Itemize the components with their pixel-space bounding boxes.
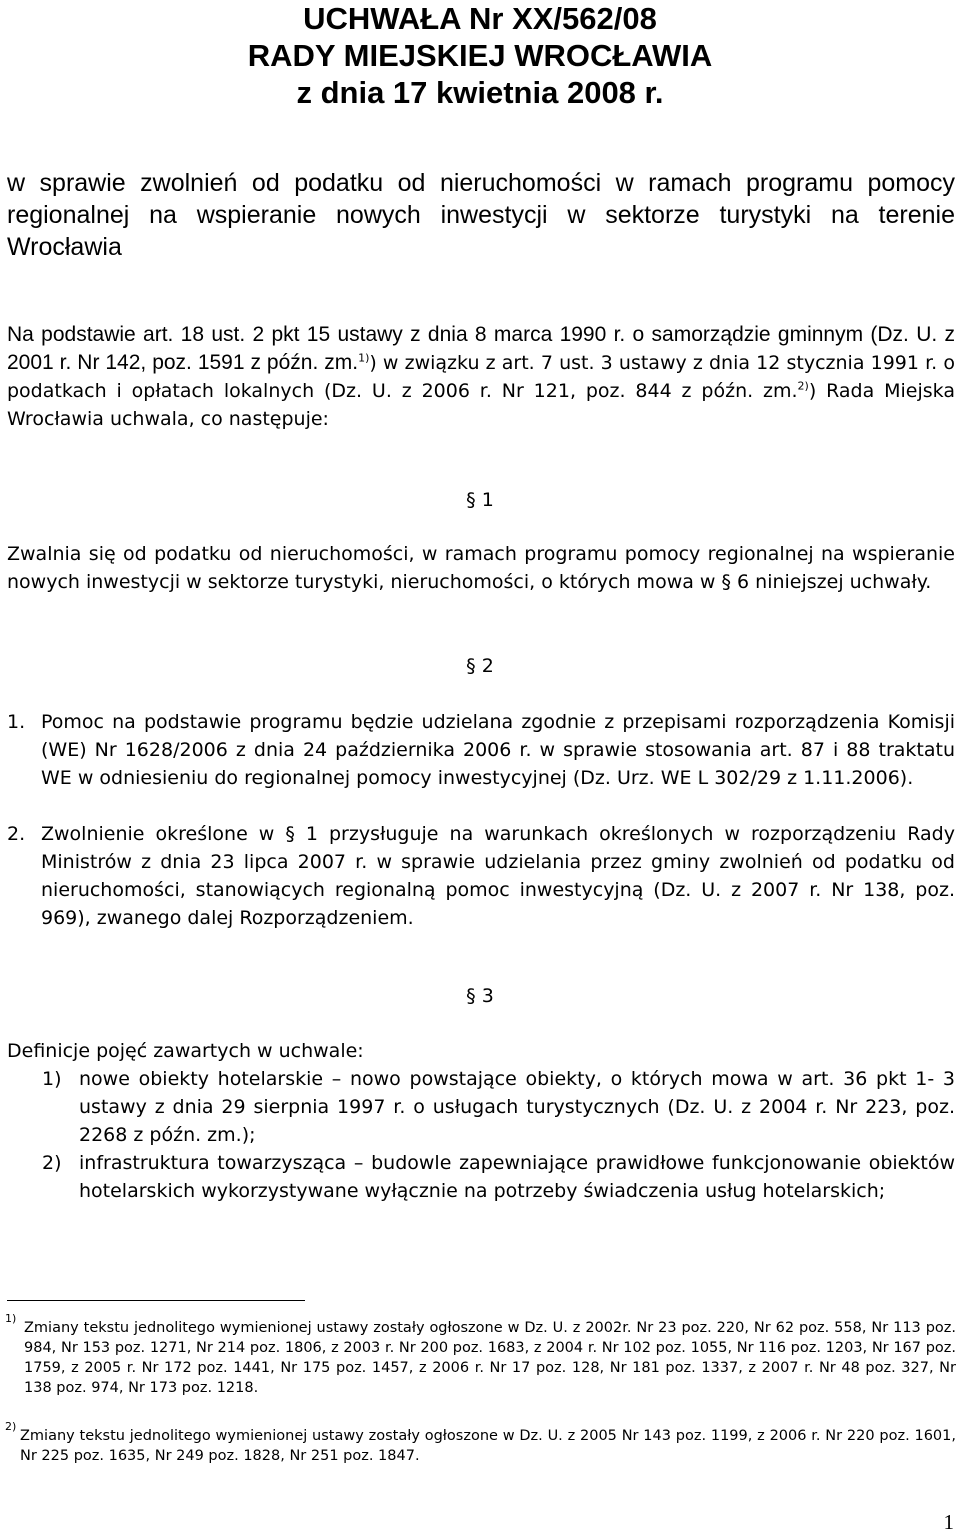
preamble-part-3: ) Rada Miejska Wrocławia uchwala, co następuje: (7, 380, 955, 430)
preamble-part-1: Na podstawie art. 18 ust. 2 pkt 15 ustawy z dnia 8 marca 1990 r. o samorządzie gminnym (Dz. U. z 2001 r. Nr 142, poz. 1591 z późn. zm. (7, 323, 955, 374)
item-number: 2) (42, 1152, 62, 1174)
footnote-2-mark: 2) (5, 1420, 17, 1433)
section-3-intro: Definicje pojęć zawartych w uchwale: (7, 1040, 364, 1062)
section-3-heading: § 3 (466, 985, 494, 1007)
title-line-1: UCHWAŁA Nr XX/562/08 (303, 1, 657, 36)
subject: w sprawie zwolnień od podatku od nieruchomości w ramach programu pomocy regionalnej na wspieranie nowych inwestycji w sektorze turystyki na terenie Wrocławia (7, 169, 955, 261)
footnote-1-mark: 1) (5, 1312, 17, 1325)
item-number: 2. (7, 823, 26, 845)
title-line-2: RADY MIEJSKIEJ WROCŁAWIA (247, 38, 713, 73)
footnote-2-text: Zmiany tekstu jednolitego wymienionej ustawy zostały ogłoszone w Dz. U. z 2005 Nr 143 poz. 1199, z 2006 r. Nr 220 poz. 1601, Nr 225 poz. 1635, Nr 249 poz. 1828, Nr 251 poz. 1847. (20, 1428, 956, 1464)
title-line-3: z dnia 17 kwietnia 2008 r. (296, 75, 664, 110)
item-number: 1) (42, 1068, 62, 1090)
preamble-part-2: ) w związku z art. 7 ust. 3 ustawy z dnia 12 stycznia 1991 r. o podatkach i opłatach lokalnych (Dz. U. z 2006 r. Nr 121, poz. 844 z późn. zm. (7, 352, 955, 402)
section-1-text: Zwalnia się od podatku od nieruchomości, w ramach programu pomocy regionalnej na wspieranie nowych inwestycji w sektorze turystyki, nieruchomości, o których mowa w § 6 niniejszej uchwały. (7, 543, 955, 593)
footnote-separator (7, 1300, 305, 1301)
footnote-1-text: Zmiany tekstu jednolitego wymienionej ustawy zostały ogłoszone w Dz. U. z 2002r. Nr 23 poz. 220, Nr 62 poz. 558, Nr 113 poz. 984, Nr 153 poz. 1271, Nr 214 poz. 1806, z 2003 r. Nr 200 poz. 1683, z 2004 r. Nr 102 poz. 1055, Nr 116 poz. 1203, Nr 167 poz. 1759, z 2005 r. Nr 172 poz. 1441, Nr 175 poz. 1457, z 2006 r. Nr 17 poz. 128, Nr 181 poz. 1337, z 2007 r. Nr 48 poz. 327, Nr 138 poz. 974, Nr 173 poz. 1218. (24, 1320, 956, 1396)
item-text: infrastruktura towarzysząca – budowle zapewniające prawidłowe funkcjonowanie obiektów hotelarskich wykorzystywane wyłącznie na potrzeby świadczenia usług hotelarskich; (79, 1152, 955, 1202)
item-number: 1. (7, 711, 26, 733)
page-number: 1 (943, 1510, 954, 1534)
preamble (7, 321, 955, 433)
footnote-ref-2: 2) (797, 379, 809, 393)
item-text: nowe obiekty hotelarskie – nowo powstające obiekty, o których mowa w art. 36 pkt 1- 3 ustawy z dnia 29 sierpnia 1997 r. o usługach turystycznych (Dz. U. z 2004 r. Nr 223, poz. 2268 z późn. zm.); (79, 1068, 955, 1146)
item-text: Zwolnienie określone w § 1 przysługuje na warunkach określonych w rozporządzeniu Rady Ministrów z dnia 23 lipca 2007 r. w sprawie udzielania przez gminy zwolnień od podatku od nieruchomości, stanowiących regionalną pomoc inwestycyjną (Dz. U. z 2007 r. Nr 138, poz. 969), zwanego dalej Rozporządzeniem. (41, 823, 955, 929)
section-1-heading: § 1 (466, 489, 494, 511)
document-title (0, 0, 960, 111)
item-text: Pomoc na podstawie programu będzie udzielana zgodnie z przepisami rozporządzenia Komisji (WE) Nr 1628/2006 z dnia 24 października 2006 r. w sprawie stosowania art. 87 i 88 traktatu WE w odniesieniu do regionalnej pomocy inwestycyjnej (Dz. Urz. WE L 302/29 z 1.11.2006). (41, 711, 955, 789)
section-2-heading: § 2 (466, 655, 494, 677)
footnote-ref-1: 1) (358, 351, 370, 365)
